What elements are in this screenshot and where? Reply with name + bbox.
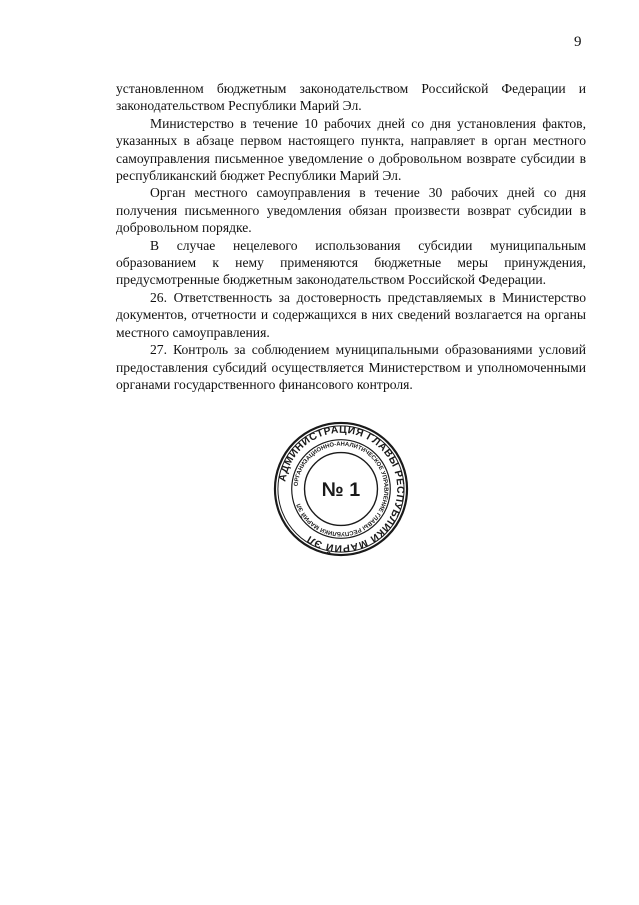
seal-number: № 1 [321, 478, 361, 501]
paragraph-5: 26. Ответственность за достоверность представляемых в Министерство документов, отчетности и содержащихся в них сведений возлагается на органы местного самоуправления. [116, 289, 586, 340]
document-body [116, 80, 586, 393]
seal-inner-text: ОРГАНИЗАЦИОННО-АНАЛИТИЧЕСКОЕ УПРАВЛЕНИЕ ГЛАВЫ РЕСПУБЛИКИ МАРИЙ ЭЛ [293, 441, 389, 537]
paragraph-4: В случае нецелевого использования субсидии муниципальным образованием к нему применяются бюджетные меры принуждения, предусмотренные бюджетным законодательством Российской Федерации. [116, 237, 586, 288]
page-number: 9 [574, 34, 582, 50]
official-seal [272, 420, 410, 558]
seal-outer-text: АДМИНИСТРАЦИЯ ГЛАВЫ РЕСПУБЛИКИ МАРИЙ ЭЛ [277, 424, 406, 554]
paragraph-1: установленном бюджетным законодательством Российской Федерации и законодательством Республики Марий Эл. [116, 81, 586, 114]
paragraph-2: Министерство в течение 10 рабочих дней со дня установления фактов, указанных в абзаце первом настоящего пункта, направляет в орган местного самоуправления письменное уведомление о добровольном возврате субсидии в республиканский бюджет Республики Марий Эл. [116, 115, 586, 184]
seal-graphic [272, 420, 410, 558]
paragraph-6: 27. Контроль за соблюдением муниципальными образованиями условий предоставления субсидий осуществляется Министерством и уполномоченными органами государственного финансового контроля. [116, 342, 586, 392]
paragraph-3: Орган местного самоуправления в течение 30 рабочих дней со дня получения письменного уведомления обязан произвести возврат субсидии в добровольном порядке. [116, 185, 586, 236]
